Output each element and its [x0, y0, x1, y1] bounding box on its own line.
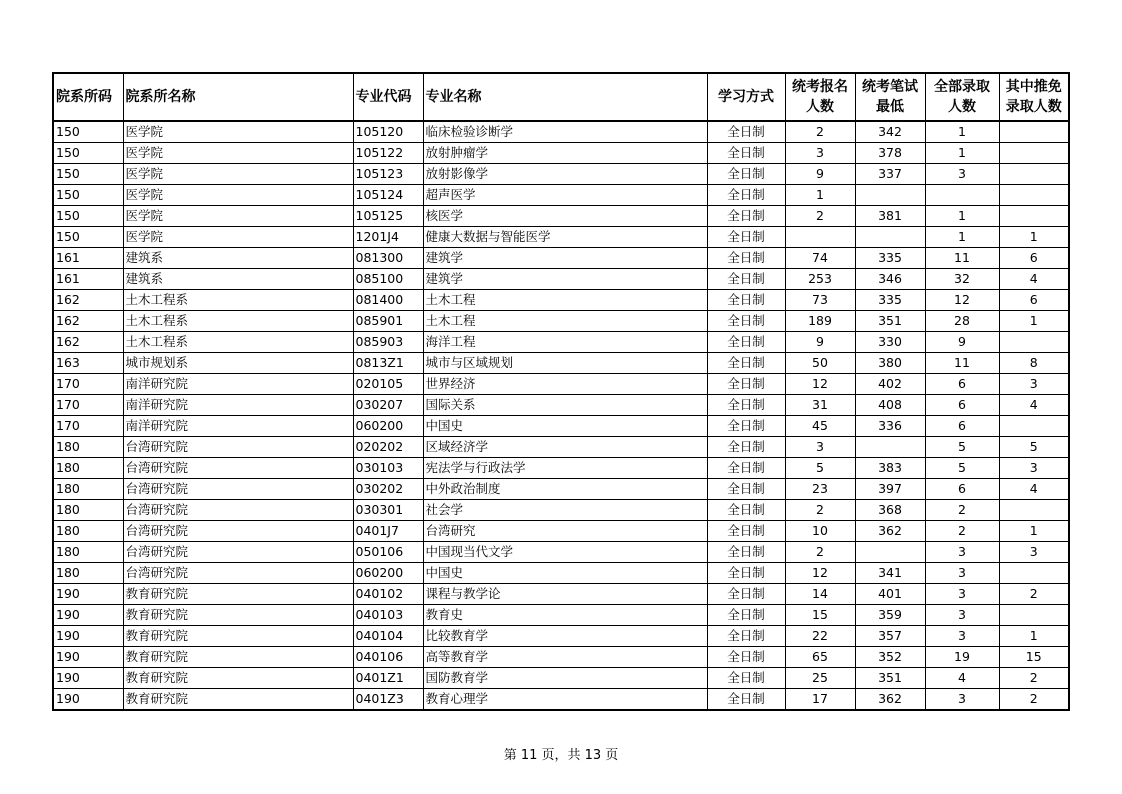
- cell-recommended: [999, 500, 1069, 521]
- cell-min-score: 335: [855, 248, 925, 269]
- cell-total-admitted: 1: [925, 227, 999, 248]
- cell-recommended: [999, 206, 1069, 227]
- header-min-score: 统考笔试最低: [855, 73, 925, 121]
- cell-dept-name: 台湾研究院: [123, 542, 353, 563]
- cell-dept-name: 医学院: [123, 185, 353, 206]
- cell-min-score: 402: [855, 374, 925, 395]
- cell-study-mode: 全日制: [707, 143, 785, 164]
- cell-study-mode: 全日制: [707, 206, 785, 227]
- cell-study-mode: 全日制: [707, 121, 785, 143]
- cell-major-code: 060200: [353, 563, 423, 584]
- cell-study-mode: 全日制: [707, 395, 785, 416]
- cell-dept-name: 医学院: [123, 164, 353, 185]
- cell-major-code: 085901: [353, 311, 423, 332]
- header-study-mode: 学习方式: [707, 73, 785, 121]
- table-row: [53, 458, 1069, 479]
- cell-major-name: 建筑学: [423, 248, 707, 269]
- table-row: [53, 647, 1069, 668]
- cell-min-score: [855, 185, 925, 206]
- cell-dept-code: 180: [53, 437, 123, 458]
- cell-study-mode: 全日制: [707, 248, 785, 269]
- cell-dept-name: 医学院: [123, 227, 353, 248]
- cell-total-admitted: 3: [925, 584, 999, 605]
- cell-applicants: 9: [785, 164, 855, 185]
- table-row: [53, 395, 1069, 416]
- cell-total-admitted: 9: [925, 332, 999, 353]
- cell-recommended: [999, 185, 1069, 206]
- admissions-table: [52, 72, 1070, 711]
- cell-major-name: 比较教育学: [423, 626, 707, 647]
- cell-study-mode: 全日制: [707, 500, 785, 521]
- cell-min-score: 362: [855, 689, 925, 711]
- cell-min-score: [855, 542, 925, 563]
- cell-min-score: 401: [855, 584, 925, 605]
- cell-recommended: [999, 164, 1069, 185]
- cell-min-score: 335: [855, 290, 925, 311]
- cell-total-admitted: 6: [925, 395, 999, 416]
- cell-dept-name: 建筑系: [123, 269, 353, 290]
- cell-total-admitted: 1: [925, 121, 999, 143]
- cell-min-score: 351: [855, 668, 925, 689]
- cell-applicants: 65: [785, 647, 855, 668]
- cell-total-admitted: [925, 185, 999, 206]
- cell-major-name: 国防教育学: [423, 668, 707, 689]
- table-row: [53, 500, 1069, 521]
- cell-recommended: [999, 121, 1069, 143]
- cell-total-admitted: 6: [925, 374, 999, 395]
- cell-total-admitted: 3: [925, 626, 999, 647]
- table-row: [53, 164, 1069, 185]
- cell-dept-name: 台湾研究院: [123, 521, 353, 542]
- cell-major-code: 081300: [353, 248, 423, 269]
- cell-major-name: 世界经济: [423, 374, 707, 395]
- header-total-admitted: 全部录取人数: [925, 73, 999, 121]
- cell-dept-code: 180: [53, 500, 123, 521]
- cell-recommended: 1: [999, 521, 1069, 542]
- cell-major-code: 0401Z1: [353, 668, 423, 689]
- cell-major-code: 105120: [353, 121, 423, 143]
- table-row: [53, 290, 1069, 311]
- cell-dept-name: 南洋研究院: [123, 416, 353, 437]
- cell-recommended: 3: [999, 542, 1069, 563]
- cell-applicants: 2: [785, 542, 855, 563]
- cell-dept-code: 162: [53, 311, 123, 332]
- cell-applicants: 12: [785, 374, 855, 395]
- cell-major-name: 中外政治制度: [423, 479, 707, 500]
- cell-dept-code: 190: [53, 626, 123, 647]
- cell-applicants: 3: [785, 437, 855, 458]
- table-row: [53, 521, 1069, 542]
- cell-major-code: 020105: [353, 374, 423, 395]
- table-row: [53, 206, 1069, 227]
- cell-dept-code: 170: [53, 416, 123, 437]
- cell-total-admitted: 28: [925, 311, 999, 332]
- cell-major-name: 宪法学与行政法学: [423, 458, 707, 479]
- cell-study-mode: 全日制: [707, 479, 785, 500]
- cell-recommended: 4: [999, 269, 1069, 290]
- cell-major-name: 区域经济学: [423, 437, 707, 458]
- cell-major-name: 临床检验诊断学: [423, 121, 707, 143]
- cell-dept-code: 180: [53, 542, 123, 563]
- cell-major-code: 085100: [353, 269, 423, 290]
- cell-dept-name: 教育研究院: [123, 689, 353, 711]
- cell-major-name: 健康大数据与智能医学: [423, 227, 707, 248]
- cell-dept-name: 台湾研究院: [123, 479, 353, 500]
- cell-study-mode: 全日制: [707, 353, 785, 374]
- cell-applicants: 22: [785, 626, 855, 647]
- cell-applicants: 45: [785, 416, 855, 437]
- cell-dept-name: 医学院: [123, 143, 353, 164]
- table-row: [53, 605, 1069, 626]
- cell-major-code: 020202: [353, 437, 423, 458]
- header-major-code: 专业代码: [353, 73, 423, 121]
- cell-recommended: 1: [999, 626, 1069, 647]
- cell-applicants: 74: [785, 248, 855, 269]
- cell-dept-code: 161: [53, 269, 123, 290]
- table-row: [53, 416, 1069, 437]
- cell-study-mode: 全日制: [707, 164, 785, 185]
- cell-recommended: 1: [999, 311, 1069, 332]
- cell-study-mode: 全日制: [707, 374, 785, 395]
- cell-applicants: 3: [785, 143, 855, 164]
- cell-dept-code: 150: [53, 164, 123, 185]
- cell-applicants: 10: [785, 521, 855, 542]
- cell-applicants: 25: [785, 668, 855, 689]
- cell-dept-name: 建筑系: [123, 248, 353, 269]
- cell-major-code: 060200: [353, 416, 423, 437]
- cell-min-score: 336: [855, 416, 925, 437]
- cell-applicants: 9: [785, 332, 855, 353]
- cell-major-name: 超声医学: [423, 185, 707, 206]
- cell-study-mode: 全日制: [707, 605, 785, 626]
- cell-applicants: 189: [785, 311, 855, 332]
- cell-major-code: 105125: [353, 206, 423, 227]
- cell-major-code: 030202: [353, 479, 423, 500]
- cell-major-code: 050106: [353, 542, 423, 563]
- cell-min-score: 342: [855, 121, 925, 143]
- cell-study-mode: 全日制: [707, 647, 785, 668]
- cell-applicants: 253: [785, 269, 855, 290]
- cell-dept-name: 南洋研究院: [123, 395, 353, 416]
- cell-recommended: [999, 563, 1069, 584]
- cell-min-score: 380: [855, 353, 925, 374]
- table-header: [53, 73, 1069, 121]
- cell-applicants: 5: [785, 458, 855, 479]
- cell-dept-code: 190: [53, 647, 123, 668]
- cell-study-mode: 全日制: [707, 458, 785, 479]
- cell-recommended: [999, 143, 1069, 164]
- cell-dept-name: 南洋研究院: [123, 374, 353, 395]
- cell-major-code: 081400: [353, 290, 423, 311]
- cell-study-mode: 全日制: [707, 185, 785, 206]
- cell-study-mode: 全日制: [707, 227, 785, 248]
- cell-dept-name: 土木工程系: [123, 332, 353, 353]
- cell-applicants: 73: [785, 290, 855, 311]
- cell-min-score: 397: [855, 479, 925, 500]
- cell-recommended: 4: [999, 479, 1069, 500]
- cell-dept-code: 161: [53, 248, 123, 269]
- cell-major-name: 城市与区域规划: [423, 353, 707, 374]
- cell-total-admitted: 5: [925, 437, 999, 458]
- header-major-name: 专业名称: [423, 73, 707, 121]
- cell-dept-code: 190: [53, 584, 123, 605]
- cell-dept-code: 150: [53, 227, 123, 248]
- table-body: [53, 121, 1069, 710]
- cell-min-score: 351: [855, 311, 925, 332]
- cell-recommended: 8: [999, 353, 1069, 374]
- cell-total-admitted: 3: [925, 164, 999, 185]
- cell-major-name: 海洋工程: [423, 332, 707, 353]
- cell-recommended: 2: [999, 689, 1069, 711]
- cell-min-score: 346: [855, 269, 925, 290]
- cell-major-code: 085903: [353, 332, 423, 353]
- cell-major-name: 建筑学: [423, 269, 707, 290]
- table-row: [53, 374, 1069, 395]
- cell-major-code: 040103: [353, 605, 423, 626]
- cell-applicants: 2: [785, 121, 855, 143]
- cell-major-name: 中国史: [423, 563, 707, 584]
- cell-major-code: 105124: [353, 185, 423, 206]
- cell-recommended: [999, 605, 1069, 626]
- cell-major-code: 0813Z1: [353, 353, 423, 374]
- cell-study-mode: 全日制: [707, 584, 785, 605]
- cell-total-admitted: 1: [925, 206, 999, 227]
- cell-major-name: 教育心理学: [423, 689, 707, 711]
- table-row: [53, 626, 1069, 647]
- cell-total-admitted: 19: [925, 647, 999, 668]
- cell-study-mode: 全日制: [707, 437, 785, 458]
- table-row: [53, 668, 1069, 689]
- cell-dept-name: 土木工程系: [123, 290, 353, 311]
- cell-major-code: 040102: [353, 584, 423, 605]
- table-row: [53, 269, 1069, 290]
- cell-dept-name: 台湾研究院: [123, 437, 353, 458]
- cell-dept-name: 教育研究院: [123, 668, 353, 689]
- table-row: [53, 227, 1069, 248]
- cell-dept-code: 180: [53, 458, 123, 479]
- cell-dept-code: 190: [53, 605, 123, 626]
- cell-study-mode: 全日制: [707, 290, 785, 311]
- cell-major-name: 放射影像学: [423, 164, 707, 185]
- cell-total-admitted: 1: [925, 143, 999, 164]
- cell-dept-name: 土木工程系: [123, 311, 353, 332]
- cell-dept-name: 城市规划系: [123, 353, 353, 374]
- cell-total-admitted: 32: [925, 269, 999, 290]
- cell-applicants: 14: [785, 584, 855, 605]
- cell-applicants: 15: [785, 605, 855, 626]
- cell-major-code: 040106: [353, 647, 423, 668]
- cell-dept-name: 医学院: [123, 121, 353, 143]
- header-applicants: 统考报名人数: [785, 73, 855, 121]
- cell-dept-code: 180: [53, 521, 123, 542]
- cell-applicants: 2: [785, 500, 855, 521]
- cell-recommended: 4: [999, 395, 1069, 416]
- cell-major-code: 1201J4: [353, 227, 423, 248]
- cell-dept-code: 170: [53, 395, 123, 416]
- cell-dept-code: 162: [53, 290, 123, 311]
- cell-recommended: [999, 332, 1069, 353]
- cell-major-code: 105123: [353, 164, 423, 185]
- cell-dept-name: 教育研究院: [123, 584, 353, 605]
- cell-total-admitted: 5: [925, 458, 999, 479]
- cell-total-admitted: 4: [925, 668, 999, 689]
- cell-major-name: 国际关系: [423, 395, 707, 416]
- cell-dept-code: 190: [53, 689, 123, 711]
- cell-applicants: [785, 227, 855, 248]
- cell-min-score: 337: [855, 164, 925, 185]
- cell-min-score: [855, 227, 925, 248]
- cell-min-score: 352: [855, 647, 925, 668]
- table-row: [53, 479, 1069, 500]
- cell-major-code: 030301: [353, 500, 423, 521]
- cell-study-mode: 全日制: [707, 311, 785, 332]
- cell-recommended: 15: [999, 647, 1069, 668]
- page-footer: 第 11 页，共 13 页: [503, 748, 619, 763]
- cell-min-score: 408: [855, 395, 925, 416]
- cell-major-code: 030207: [353, 395, 423, 416]
- cell-recommended: 1: [999, 227, 1069, 248]
- cell-applicants: 31: [785, 395, 855, 416]
- cell-recommended: 2: [999, 668, 1069, 689]
- header-recommended: 其中推免录取人数: [999, 73, 1069, 121]
- cell-study-mode: 全日制: [707, 689, 785, 711]
- cell-dept-name: 教育研究院: [123, 605, 353, 626]
- cell-min-score: 383: [855, 458, 925, 479]
- cell-total-admitted: 11: [925, 248, 999, 269]
- cell-dept-code: 180: [53, 479, 123, 500]
- cell-recommended: 6: [999, 290, 1069, 311]
- cell-major-code: 0401J7: [353, 521, 423, 542]
- cell-recommended: 6: [999, 248, 1069, 269]
- cell-study-mode: 全日制: [707, 332, 785, 353]
- cell-min-score: 381: [855, 206, 925, 227]
- cell-min-score: 341: [855, 563, 925, 584]
- cell-dept-name: 教育研究院: [123, 626, 353, 647]
- cell-total-admitted: 3: [925, 563, 999, 584]
- cell-major-code: 0401Z3: [353, 689, 423, 711]
- cell-applicants: 17: [785, 689, 855, 711]
- cell-applicants: 50: [785, 353, 855, 374]
- header-dept-name: 院系所名称: [123, 73, 353, 121]
- cell-applicants: 1: [785, 185, 855, 206]
- cell-dept-name: 台湾研究院: [123, 458, 353, 479]
- cell-recommended: 3: [999, 458, 1069, 479]
- cell-min-score: 362: [855, 521, 925, 542]
- cell-dept-code: 150: [53, 185, 123, 206]
- cell-recommended: 3: [999, 374, 1069, 395]
- cell-study-mode: 全日制: [707, 521, 785, 542]
- cell-dept-code: 163: [53, 353, 123, 374]
- cell-recommended: [999, 416, 1069, 437]
- table-row: [53, 584, 1069, 605]
- cell-major-code: 105122: [353, 143, 423, 164]
- cell-applicants: 2: [785, 206, 855, 227]
- cell-dept-code: 180: [53, 563, 123, 584]
- cell-study-mode: 全日制: [707, 563, 785, 584]
- cell-dept-code: 150: [53, 143, 123, 164]
- cell-study-mode: 全日制: [707, 416, 785, 437]
- table-row: [53, 185, 1069, 206]
- cell-min-score: 378: [855, 143, 925, 164]
- cell-dept-name: 台湾研究院: [123, 500, 353, 521]
- cell-major-name: 教育史: [423, 605, 707, 626]
- cell-major-name: 中国史: [423, 416, 707, 437]
- table-row: [53, 563, 1069, 584]
- cell-dept-code: 170: [53, 374, 123, 395]
- cell-total-admitted: 3: [925, 542, 999, 563]
- table-row: [53, 542, 1069, 563]
- cell-min-score: 359: [855, 605, 925, 626]
- cell-min-score: 357: [855, 626, 925, 647]
- table-row: [53, 689, 1069, 711]
- cell-recommended: 5: [999, 437, 1069, 458]
- cell-major-name: 课程与教学论: [423, 584, 707, 605]
- cell-dept-name: 台湾研究院: [123, 563, 353, 584]
- cell-study-mode: 全日制: [707, 542, 785, 563]
- table-row: [53, 121, 1069, 143]
- table-row: [53, 248, 1069, 269]
- cell-major-name: 高等教育学: [423, 647, 707, 668]
- table-row: [53, 311, 1069, 332]
- cell-major-code: 030103: [353, 458, 423, 479]
- cell-dept-code: 162: [53, 332, 123, 353]
- cell-min-score: 330: [855, 332, 925, 353]
- cell-study-mode: 全日制: [707, 269, 785, 290]
- table-row: [53, 143, 1069, 164]
- cell-major-name: 台湾研究: [423, 521, 707, 542]
- cell-major-name: 土木工程: [423, 290, 707, 311]
- cell-total-admitted: 11: [925, 353, 999, 374]
- cell-total-admitted: 2: [925, 521, 999, 542]
- table-row: [53, 353, 1069, 374]
- cell-applicants: 12: [785, 563, 855, 584]
- cell-dept-code: 190: [53, 668, 123, 689]
- cell-major-code: 040104: [353, 626, 423, 647]
- cell-total-admitted: 3: [925, 689, 999, 711]
- cell-total-admitted: 2: [925, 500, 999, 521]
- cell-study-mode: 全日制: [707, 668, 785, 689]
- cell-major-name: 中国现当代文学: [423, 542, 707, 563]
- cell-total-admitted: 6: [925, 479, 999, 500]
- cell-study-mode: 全日制: [707, 626, 785, 647]
- table-row: [53, 437, 1069, 458]
- cell-recommended: 2: [999, 584, 1069, 605]
- cell-dept-name: 教育研究院: [123, 647, 353, 668]
- cell-major-name: 土木工程: [423, 311, 707, 332]
- cell-dept-code: 150: [53, 121, 123, 143]
- cell-major-name: 社会学: [423, 500, 707, 521]
- cell-dept-code: 150: [53, 206, 123, 227]
- cell-total-admitted: 12: [925, 290, 999, 311]
- cell-major-name: 核医学: [423, 206, 707, 227]
- cell-total-admitted: 3: [925, 605, 999, 626]
- cell-min-score: 368: [855, 500, 925, 521]
- header-dept-code: 院系所码: [53, 73, 123, 121]
- cell-total-admitted: 6: [925, 416, 999, 437]
- cell-min-score: [855, 437, 925, 458]
- cell-applicants: 23: [785, 479, 855, 500]
- cell-dept-name: 医学院: [123, 206, 353, 227]
- cell-major-name: 放射肿瘤学: [423, 143, 707, 164]
- table-row: [53, 332, 1069, 353]
